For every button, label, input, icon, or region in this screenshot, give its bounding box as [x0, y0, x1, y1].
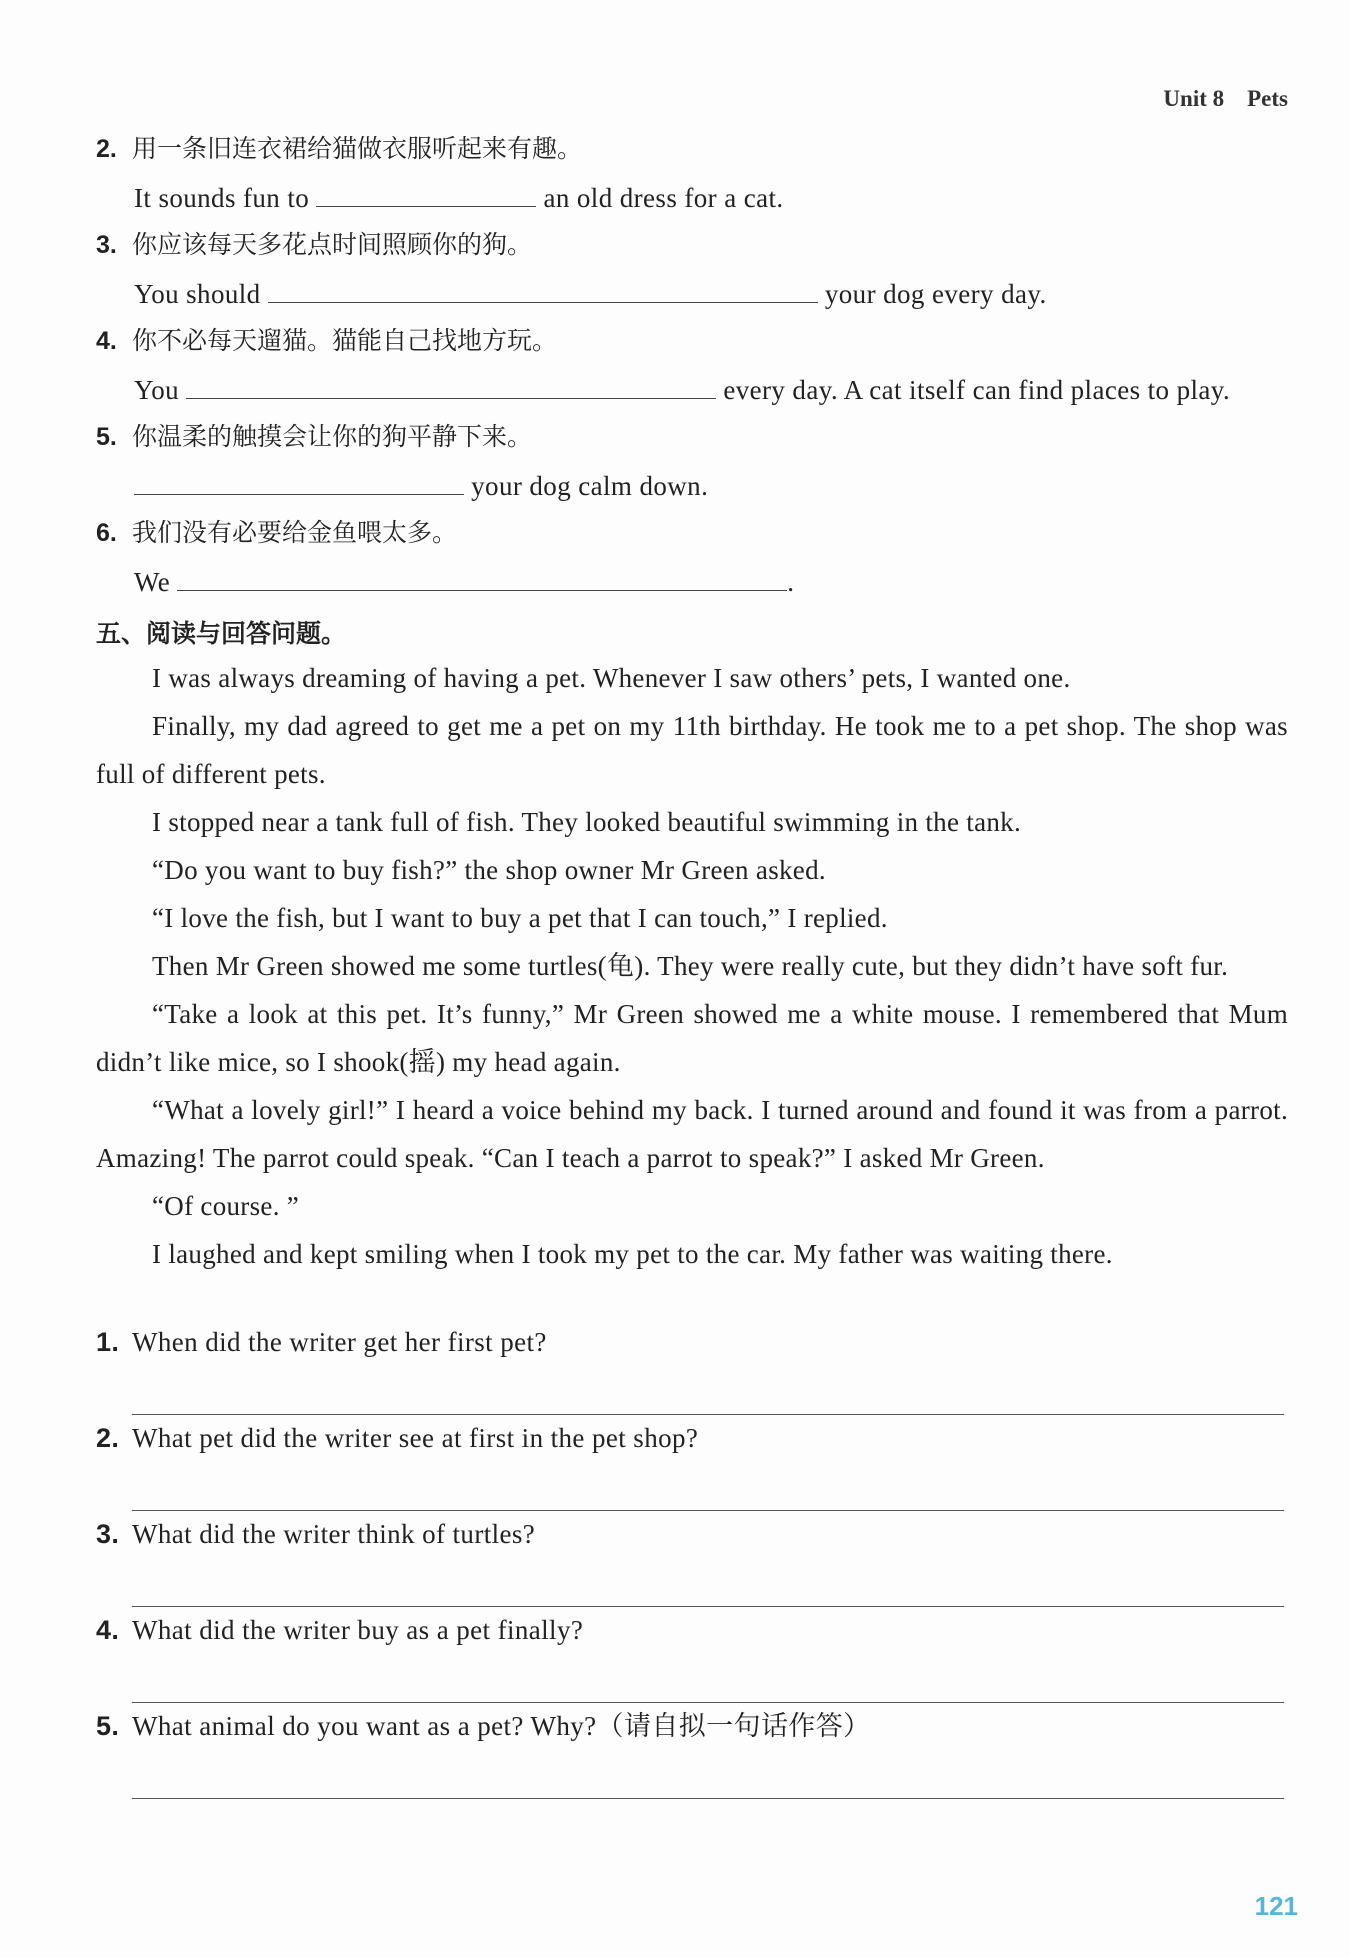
answer-blank[interactable]: [134, 470, 464, 495]
question: [96, 1422, 1288, 1454]
page-number: 121: [1254, 1891, 1298, 1921]
question: [96, 1710, 1288, 1742]
question: [96, 1614, 1288, 1646]
answer-line[interactable]: [132, 1414, 1284, 1415]
passage-paragraph: “What a lovely girl!” I heard a voice behind my back. I turned around and found it was from a parrot. Amazing! The parrot could speak. “Can I teach a parrot to speak?” I asked Mr Green.: [96, 1095, 1288, 1173]
item-chinese: 你温柔的触摸会让你的狗平静下来。: [132, 422, 533, 451]
question-number: 3.: [96, 1519, 120, 1549]
answer-line[interactable]: [132, 1606, 1284, 1607]
translation-sentence: [134, 278, 1288, 310]
answer-line[interactable]: [132, 1702, 1284, 1703]
passage-paragraph: Finally, my dad agreed to get me a pet on my 11th birthday. He took me to a pet shop. The shop was full of different pets.: [96, 711, 1288, 789]
question-text: What pet did the writer see at first in the pet shop?: [132, 1423, 699, 1453]
item-number: 2.: [96, 135, 117, 163]
reading-passage: [96, 654, 1288, 1278]
item-number: 4.: [96, 327, 117, 355]
sentence-end: every day. A cat itself can find places to play.: [723, 375, 1231, 405]
passage-paragraph: I was always dreaming of having a pet. Whenever I saw others’ pets, I wanted one.: [152, 663, 1071, 693]
translation-item: [96, 518, 1288, 548]
sentence-start: It sounds fun to: [134, 183, 310, 213]
sentence-start: We: [134, 567, 171, 597]
sentence-start: You should: [134, 279, 261, 309]
passage-paragraph: I stopped near a tank full of fish. They looked beautiful swimming in the tank.: [152, 807, 1022, 837]
answer-line[interactable]: [132, 1798, 1284, 1799]
sentence-end: an old dress for a cat.: [543, 183, 784, 213]
question-text: What animal do you want as a pet? Why?（请自拟一句话作答）: [132, 1711, 871, 1741]
question-text: What did the writer think of turtles?: [132, 1519, 536, 1549]
answer-blank[interactable]: [186, 374, 716, 399]
question-number: 2.: [96, 1423, 120, 1453]
item-chinese: 用一条旧连衣裙给猫做衣服听起来有趣。: [132, 134, 583, 163]
translation-sentence: [134, 374, 1288, 406]
question: [96, 1518, 1288, 1550]
section-title: 五、阅读与回答问题。: [96, 619, 347, 648]
passage-paragraph: “I love the fish, but I want to buy a pet that I can touch,” I replied.: [152, 903, 888, 933]
sentence-end: your dog calm down.: [471, 471, 709, 501]
question-text: What did the writer buy as a pet finally?: [132, 1615, 584, 1645]
item-number: 5.: [96, 423, 117, 451]
translation-item: [96, 134, 1288, 164]
translation-item: [96, 422, 1288, 452]
answer-blank[interactable]: [268, 278, 818, 303]
passage-paragraph: Then Mr Green showed me some turtles(龟). They were really cute, but they didn’t have soft fur.: [152, 951, 1229, 981]
translation-sentence: [134, 566, 1288, 598]
answer-line[interactable]: [132, 1510, 1284, 1511]
question-number: 5.: [96, 1711, 120, 1741]
answer-blank[interactable]: [177, 566, 787, 591]
unit-header: Unit 8 Pets: [1163, 86, 1288, 111]
translation-item: [96, 326, 1288, 356]
question-number: 4.: [96, 1615, 120, 1645]
passage-paragraph: “Take a look at this pet. It’s funny,” Mr Green showed me a white mouse. I remembered that Mum didn’t like mice, so I shook(摇) my head again.: [96, 999, 1288, 1077]
passage-paragraph: “Of course. ”: [152, 1191, 300, 1221]
question: [96, 1326, 1288, 1358]
item-chinese: 你应该每天多花点时间照顾你的狗。: [132, 230, 533, 259]
item-chinese: 我们没有必要给金鱼喂太多。: [132, 518, 458, 547]
translation-sentence: [134, 182, 1288, 214]
translation-sentence: [134, 470, 1288, 502]
question-text: When did the writer get her first pet?: [132, 1327, 547, 1357]
sentence-end: your dog every day.: [824, 279, 1047, 309]
passage-paragraph: “Do you want to buy fish?” the shop owner Mr Green asked.: [152, 855, 826, 885]
sentence-end: .: [787, 567, 795, 597]
item-number: 6.: [96, 519, 117, 547]
sentence-start: You: [134, 375, 179, 405]
item-number: 3.: [96, 231, 117, 259]
question-number: 1.: [96, 1327, 120, 1357]
item-chinese: 你不必每天遛猫。猫能自己找地方玩。: [132, 326, 558, 355]
passage-paragraph: I laughed and kept smiling when I took my pet to the car. My father was waiting there.: [152, 1239, 1113, 1269]
translation-item: [96, 230, 1288, 260]
answer-blank[interactable]: [316, 182, 536, 207]
